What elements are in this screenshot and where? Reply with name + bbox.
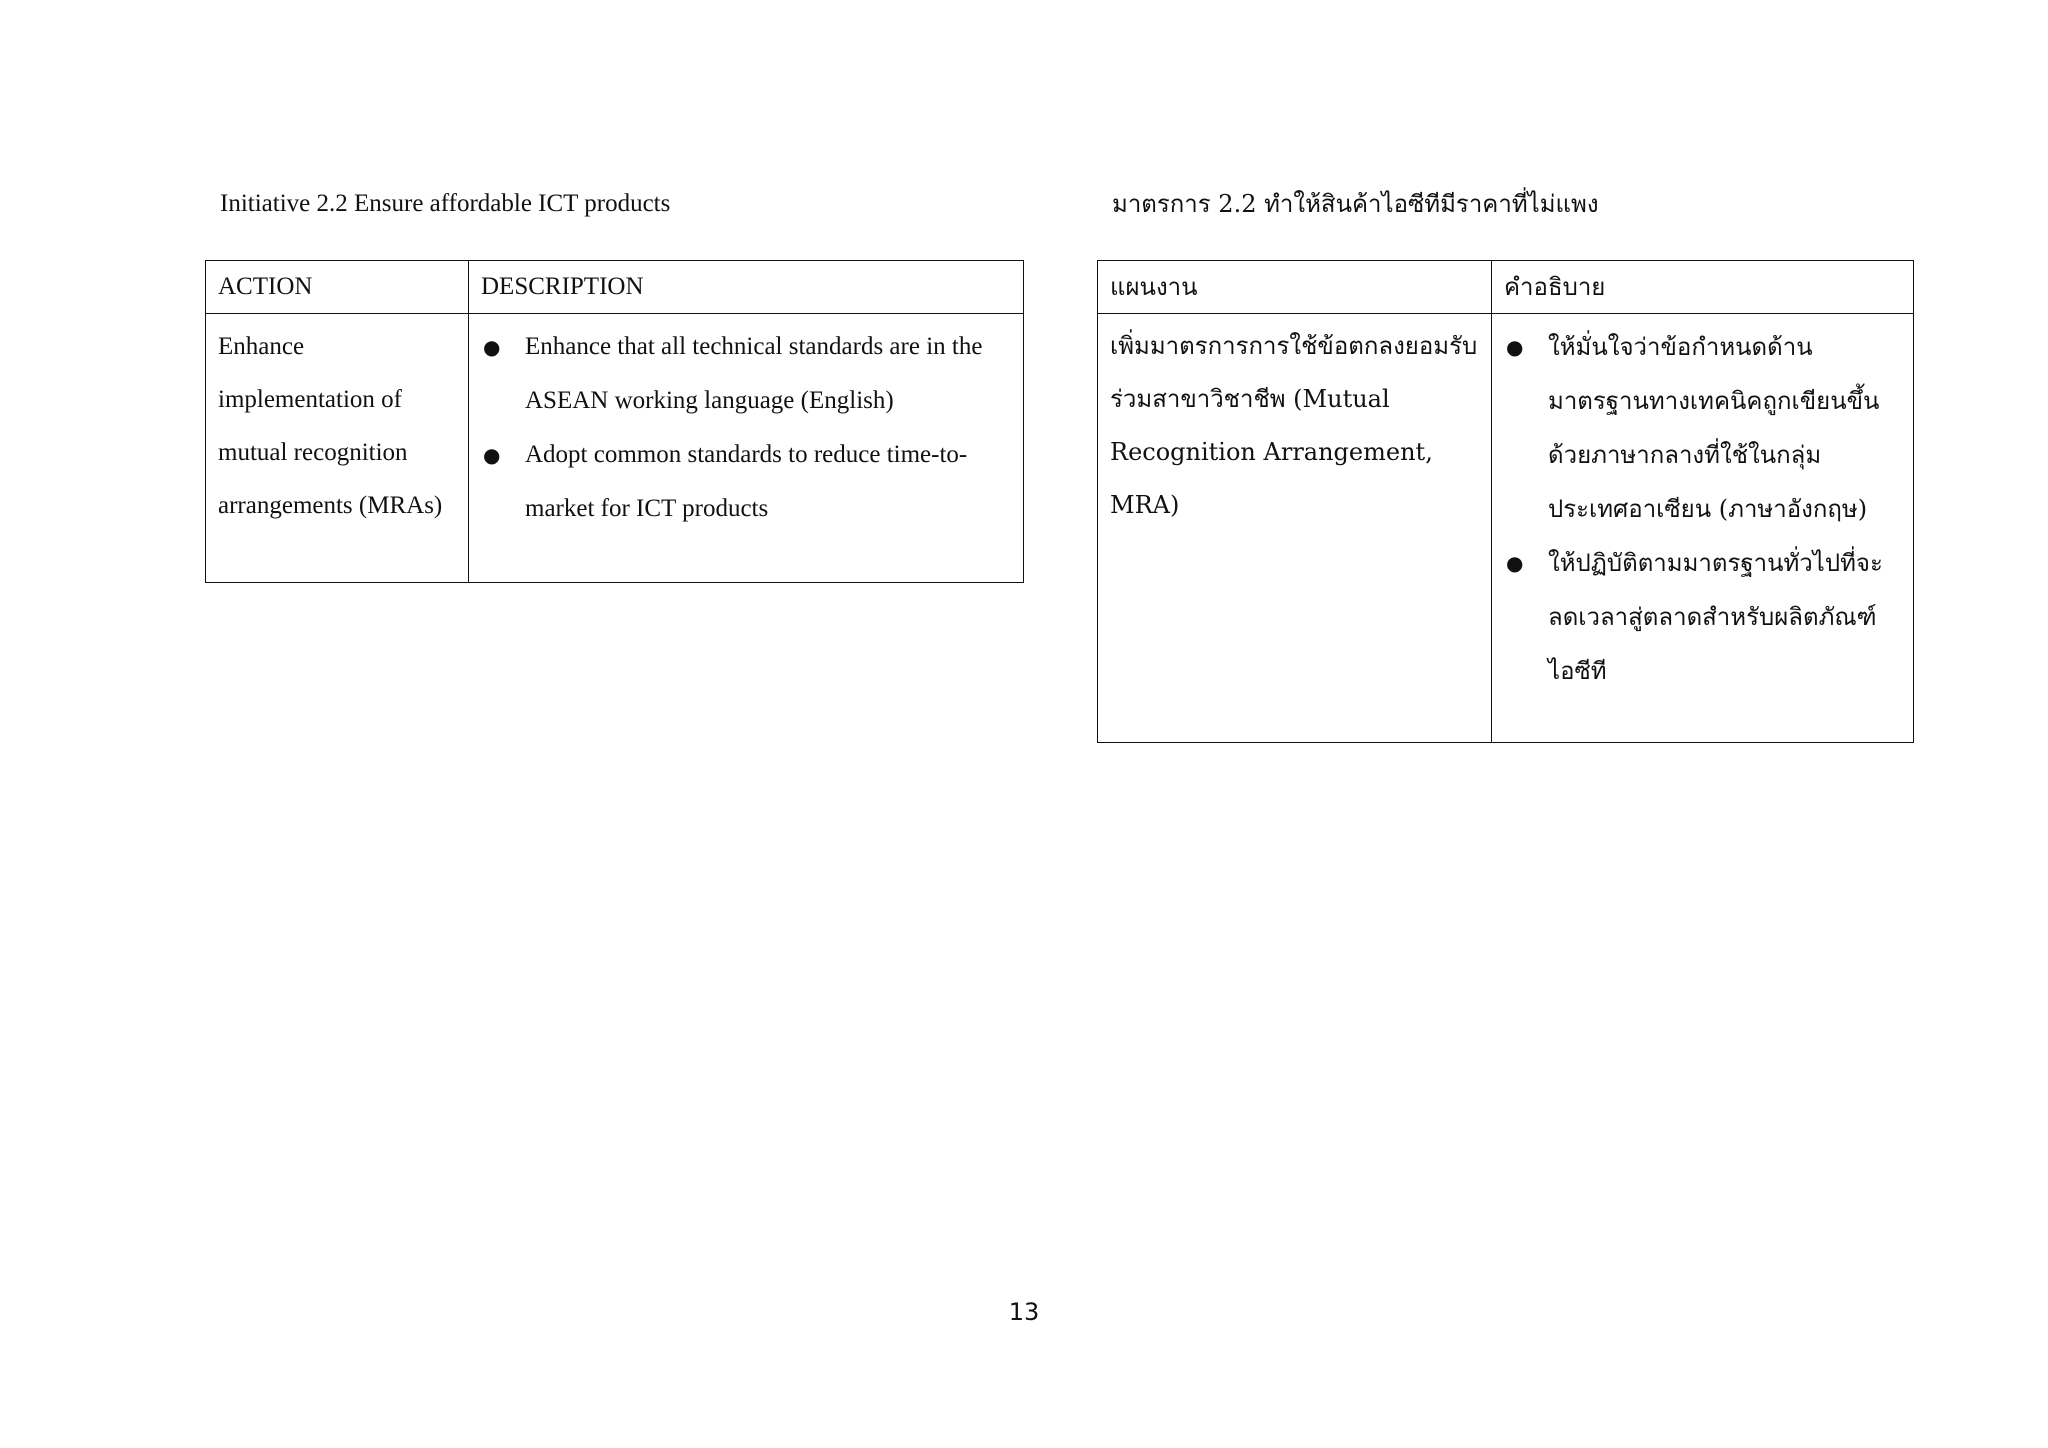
bullet-text: ให้ปฏิบัติตามมาตรฐานทั่วไปที่จะลดเวลาสู่ตลาดสำหรับผลิตภัณฑ์ไอซีที bbox=[1548, 549, 1883, 685]
bullet-icon: ● bbox=[1506, 335, 1524, 359]
table-row bbox=[1098, 314, 1914, 743]
header-action-thai: แผนงาน bbox=[1098, 261, 1492, 314]
table-row bbox=[206, 314, 1024, 583]
header-description: DESCRIPTION bbox=[469, 261, 1024, 314]
list-item bbox=[1504, 320, 1901, 536]
bullet-text: Adopt common standards to reduce time-to-market for ICT products bbox=[525, 441, 968, 522]
header-action: ACTION bbox=[206, 261, 469, 314]
header-description-thai: คำอธิบาย bbox=[1492, 261, 1914, 314]
initiative-heading: Initiative 2.2 Ensure affordable ICT products bbox=[220, 190, 671, 217]
bullet-text: ให้มั่นใจว่าข้อกำหนดด้านมาตรฐานทางเทคนิคถูกเขียนขึ้นด้วยภาษากลางที่ใช้ในกลุ่มประเทศอาเซียน (ภาษาอังกฤษ) bbox=[1548, 333, 1880, 523]
table-header-row bbox=[1098, 261, 1914, 314]
initiative-table-thai bbox=[1097, 260, 1914, 743]
description-cell bbox=[469, 314, 1024, 583]
list-item bbox=[1504, 536, 1901, 698]
bullet-text: Enhance that all technical standards are in the ASEAN working language (English) bbox=[525, 333, 983, 414]
initiative-heading-thai: มาตรการ 2.2 ทำให้สินค้าไอซีทีมีราคาที่ไม่แพง bbox=[1112, 190, 1599, 218]
table-header-row bbox=[206, 261, 1024, 314]
action-text: Enhance implementation of mutual recognition arrangements (MRAs) bbox=[218, 333, 443, 519]
initiative-table bbox=[205, 260, 1024, 583]
description-cell-thai bbox=[1492, 314, 1914, 743]
bullet-icon: ● bbox=[1506, 551, 1524, 575]
action-cell bbox=[206, 314, 469, 583]
list-item bbox=[481, 428, 1011, 536]
action-text-thai: เพิ่มมาตรการการใช้ข้อตกลงยอมรับร่วมสาขาวิชาชีพ (Mutual Recognition Arrangement, MRA) bbox=[1110, 332, 1478, 519]
action-cell-thai bbox=[1098, 314, 1492, 743]
description-bullets-thai bbox=[1504, 314, 1901, 698]
description-bullets bbox=[481, 314, 1011, 536]
list-item bbox=[481, 320, 1011, 428]
bullet-icon: ● bbox=[483, 443, 501, 467]
bullet-icon: ● bbox=[483, 335, 501, 359]
page-number: 13 bbox=[1008, 1298, 1040, 1326]
